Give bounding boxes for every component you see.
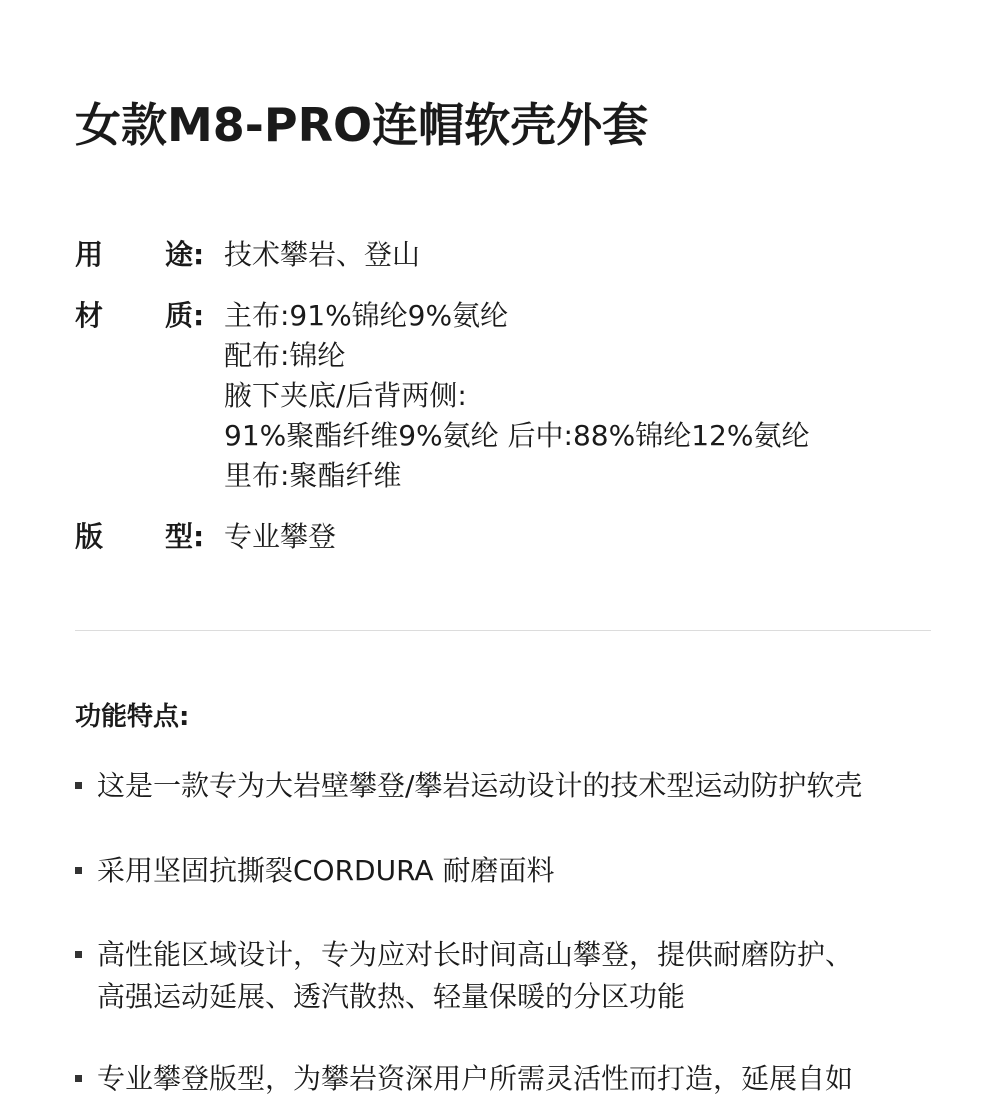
spec-key-char: 版 <box>75 520 104 553</box>
spec-key-char: 途: <box>165 238 205 271</box>
feature-line: 采用坚固抗撕裂CORDURA 耐磨面料 <box>97 854 555 887</box>
spec-value <box>224 235 420 275</box>
spec-value-line: 91%聚酯纤维9%氨纶 后中:88%锦纶12%氨纶 <box>224 419 810 452</box>
bullet-square-icon <box>75 1075 82 1082</box>
spec-key-char: 材 <box>75 299 104 332</box>
spec-key-char: 型: <box>165 520 205 553</box>
spec-value-line: 里布:聚酯纤维 <box>224 459 402 492</box>
section-divider <box>75 630 931 631</box>
bullet-square-icon <box>75 782 82 789</box>
spec-value-line: 主布:91%锦纶9%氨纶 <box>224 299 509 332</box>
spec-value-line: 技术攀岩、登山 <box>224 238 421 271</box>
spec-key-char: 用 <box>75 238 104 271</box>
feature-text <box>97 850 957 892</box>
feature-line: 专业攀登版型，为攀岩资深用户所需灵活性而打造，延展自如 <box>97 1062 854 1095</box>
product-title: 女款M8-PRO连帽软壳外套 <box>75 98 649 152</box>
spec-value <box>224 517 336 557</box>
bullet-square-icon <box>75 951 82 958</box>
feature-line: 这是一款专为大岩壁攀登/攀岩运动设计的技术型运动防护软壳 <box>97 769 863 802</box>
spec-value-line: 腋下夹底/后背两侧: <box>224 379 467 412</box>
feature-text <box>97 934 957 1018</box>
spec-value-line: 配布:锦纶 <box>224 339 346 372</box>
spec-value <box>224 296 809 496</box>
feature-line: 高强运动延展、透汽散热、轻量保暖的分区功能 <box>97 980 686 1013</box>
feature-text <box>97 1058 957 1100</box>
spec-value-line: 专业攀登 <box>224 520 337 553</box>
feature-text <box>97 765 957 807</box>
feature-line: 高性能区域设计，专为应对长时间高山攀登，提供耐磨防护、 <box>97 938 854 971</box>
features-heading: 功能特点: <box>75 702 190 732</box>
bullet-square-icon <box>75 867 82 874</box>
spec-key-char: 质: <box>165 299 205 332</box>
